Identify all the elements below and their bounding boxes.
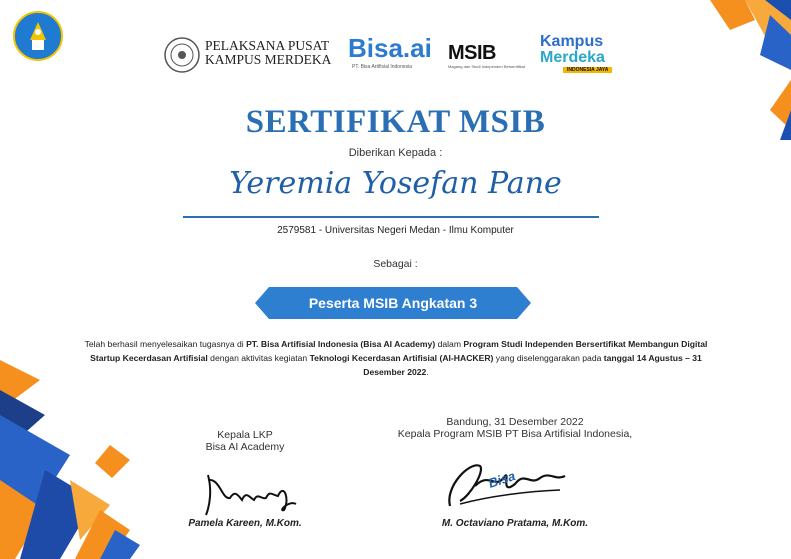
description-text-3: dengan aktivitas kegiatan	[207, 353, 310, 363]
description-activity: Teknologi Kecerdasan Artifisial (AI-HACKER)	[309, 353, 494, 363]
name-underline	[183, 216, 599, 218]
description-text-2: dalam	[435, 339, 464, 349]
tut-wuri-handayani-logo	[12, 10, 64, 65]
description-text-1: Telah berhasil menyelesaikan tugasnya di	[84, 339, 247, 349]
description-program: Program Studi Independen Bersertifikat Membangun Digital Startup Kecerdasan Artifisial	[90, 339, 708, 363]
as-label: Sebagai :	[373, 258, 418, 270]
right-signer-title: Kepala Program MSIB PT Bisa Artifisial Indonesia,	[397, 428, 633, 440]
corner-decoration-bottom-left	[0, 360, 160, 559]
stamp-text: Bisa	[486, 468, 518, 491]
pelaksana-pusat-logo-text	[205, 39, 331, 67]
left-signer-title	[180, 429, 310, 453]
kampus-merdeka-logo-line2: Merdeka	[540, 49, 605, 66]
pelaksana-line2: KAMPUS MERDEKA	[205, 52, 332, 67]
description-company: PT. Bisa Artifisial Indonesia (Bisa AI Academy)	[246, 339, 436, 349]
description-date: tanggal 14 Agustus – 31 Desember 2022	[363, 353, 702, 377]
given-to-label: Diberikan Kepada :	[348, 147, 443, 159]
recipient-identity: 2579581 - Universitas Negeri Medan - Ilmu Komputer	[277, 225, 514, 236]
recipient-name: Yeremia Yosefan Pane	[229, 166, 562, 201]
role-label: Peserta MSIB Angkatan 3	[308, 295, 478, 311]
right-signer-header	[370, 416, 660, 440]
left-signer-title-line1: Kepala LKP	[217, 429, 273, 441]
kampus-merdeka-logo-line1: Kampus	[540, 33, 604, 50]
kampus-merdeka-emblem-icon	[163, 36, 201, 74]
kampus-merdeka-tagline: INDONESIA JAYA	[563, 67, 612, 73]
bisa-ai-logo: Bisa.ai	[348, 33, 432, 63]
pelaksana-line1: PELAKSANA PUSAT	[205, 38, 330, 53]
certificate-title: SERTIFIKAT MSIB	[245, 104, 546, 140]
left-signer-title-line2: Bisa AI Academy	[205, 441, 285, 453]
msib-logo: MSIB	[448, 42, 496, 64]
description-text-4: yang diselenggarakan pada	[493, 353, 604, 363]
left-signer-name: Pamela Kareen, M.Kom.	[188, 518, 302, 529]
msib-subtitle: Magang dan Studi Independen Bersertifikat	[448, 64, 525, 69]
description-text-5: .	[426, 367, 429, 377]
right-signer-name: M. Octaviano Pratama, M.Kom.	[441, 518, 589, 529]
bisa-ai-subtitle: PT. Bisa Artifisial Indonesia	[352, 64, 413, 70]
certificate-description	[80, 337, 712, 379]
place-and-date: Bandung, 31 Desember 2022	[446, 416, 584, 428]
left-signature	[200, 470, 310, 520]
